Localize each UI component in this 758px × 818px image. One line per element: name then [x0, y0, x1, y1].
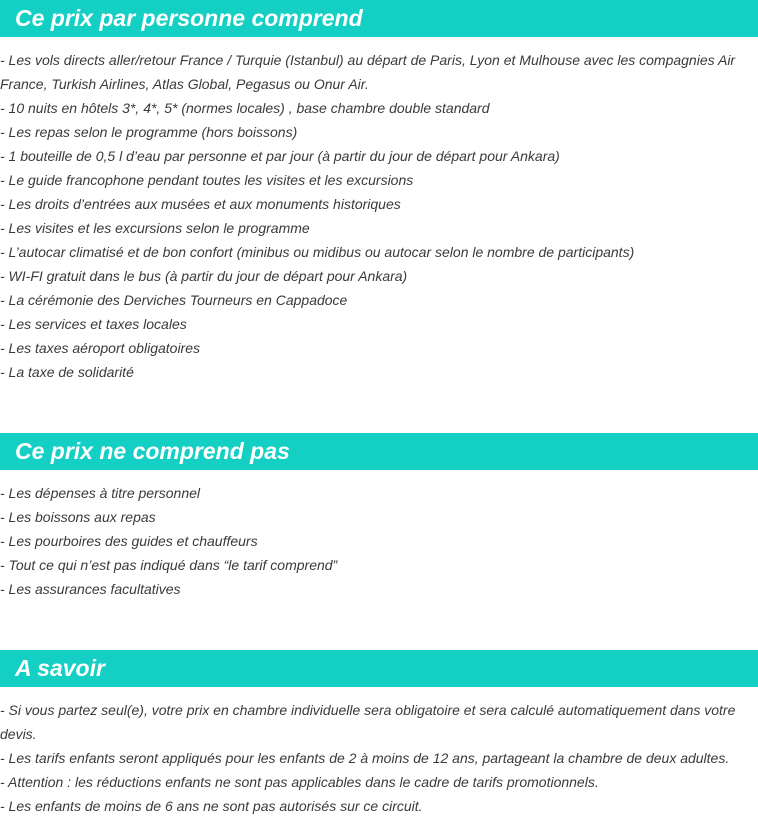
section-good-to-know — [0, 650, 758, 818]
list-item: - Tout ce qui n’est pas indiqué dans “le tarif comprend” — [0, 557, 338, 573]
list-item: - Les tarifs enfants seront appliqués pour les enfants de 2 à moins de 12 ans, partageant la chambre de deux adultes. — [0, 750, 730, 766]
excluded-list — [0, 481, 758, 601]
info-list — [0, 698, 758, 818]
list-item: - Les repas selon le programme (hors boissons) — [0, 124, 298, 140]
list-item: - Attention : les réductions enfants ne sont pas applicables dans le cadre de tarifs promotionnels. — [0, 774, 599, 790]
list-item: - Les enfants de moins de 6 ans ne sont pas autorisés sur ce circuit. — [0, 798, 423, 814]
section-heading: Ce prix ne comprend pas — [0, 433, 758, 470]
section-price-excludes — [0, 433, 758, 601]
list-item: - Les vols directs aller/retour France / Turquie (Istanbul) au départ de Paris, Lyon et Mulhouse avec les compagnies Air France, Turkish Airlines, Atlas Global, Pegasus ou Onur Air. — [0, 52, 736, 92]
list-item: - Les services et taxes locales — [0, 316, 187, 332]
list-item: - Les assurances facultatives — [0, 581, 181, 597]
list-item: - La cérémonie des Derviches Tourneurs en Cappadoce — [0, 292, 348, 308]
list-item: - Si vous partez seul(e), votre prix en chambre individuelle sera obligatoire et sera calculé automatiquement dans votre devis. — [0, 702, 736, 742]
section-heading: Ce prix par personne comprend — [0, 0, 758, 37]
list-item: - Les boissons aux repas — [0, 509, 156, 525]
list-item: - Le guide francophone pendant toutes les visites et les excursions — [0, 172, 414, 188]
list-item: - Les droits d’entrées aux musées et aux monuments historiques — [0, 196, 401, 212]
included-list — [0, 48, 758, 384]
list-item: - Les dépenses à titre personnel — [0, 485, 201, 501]
list-item: - 10 nuits en hôtels 3*, 4*, 5* (normes locales) , base chambre double standard — [0, 100, 490, 116]
list-item: - L’autocar climatisé et de bon confort (minibus ou midibus ou autocar selon le nombre de participants) — [0, 244, 635, 260]
list-item: - WI-FI gratuit dans le bus (à partir du jour de départ pour Ankara) — [0, 268, 408, 284]
list-item: - 1 bouteille de 0,5 l d’eau par personne et par jour (à partir du jour de départ pour Ankara) — [0, 148, 560, 164]
section-price-includes — [0, 0, 758, 384]
list-item: - Les taxes aéroport obligatoires — [0, 340, 200, 356]
list-item: - Les pourboires des guides et chauffeurs — [0, 533, 258, 549]
section-heading: A savoir — [0, 650, 758, 687]
list-item: - Les visites et les excursions selon le programme — [0, 220, 310, 236]
list-item: - La taxe de solidarité — [0, 364, 134, 380]
